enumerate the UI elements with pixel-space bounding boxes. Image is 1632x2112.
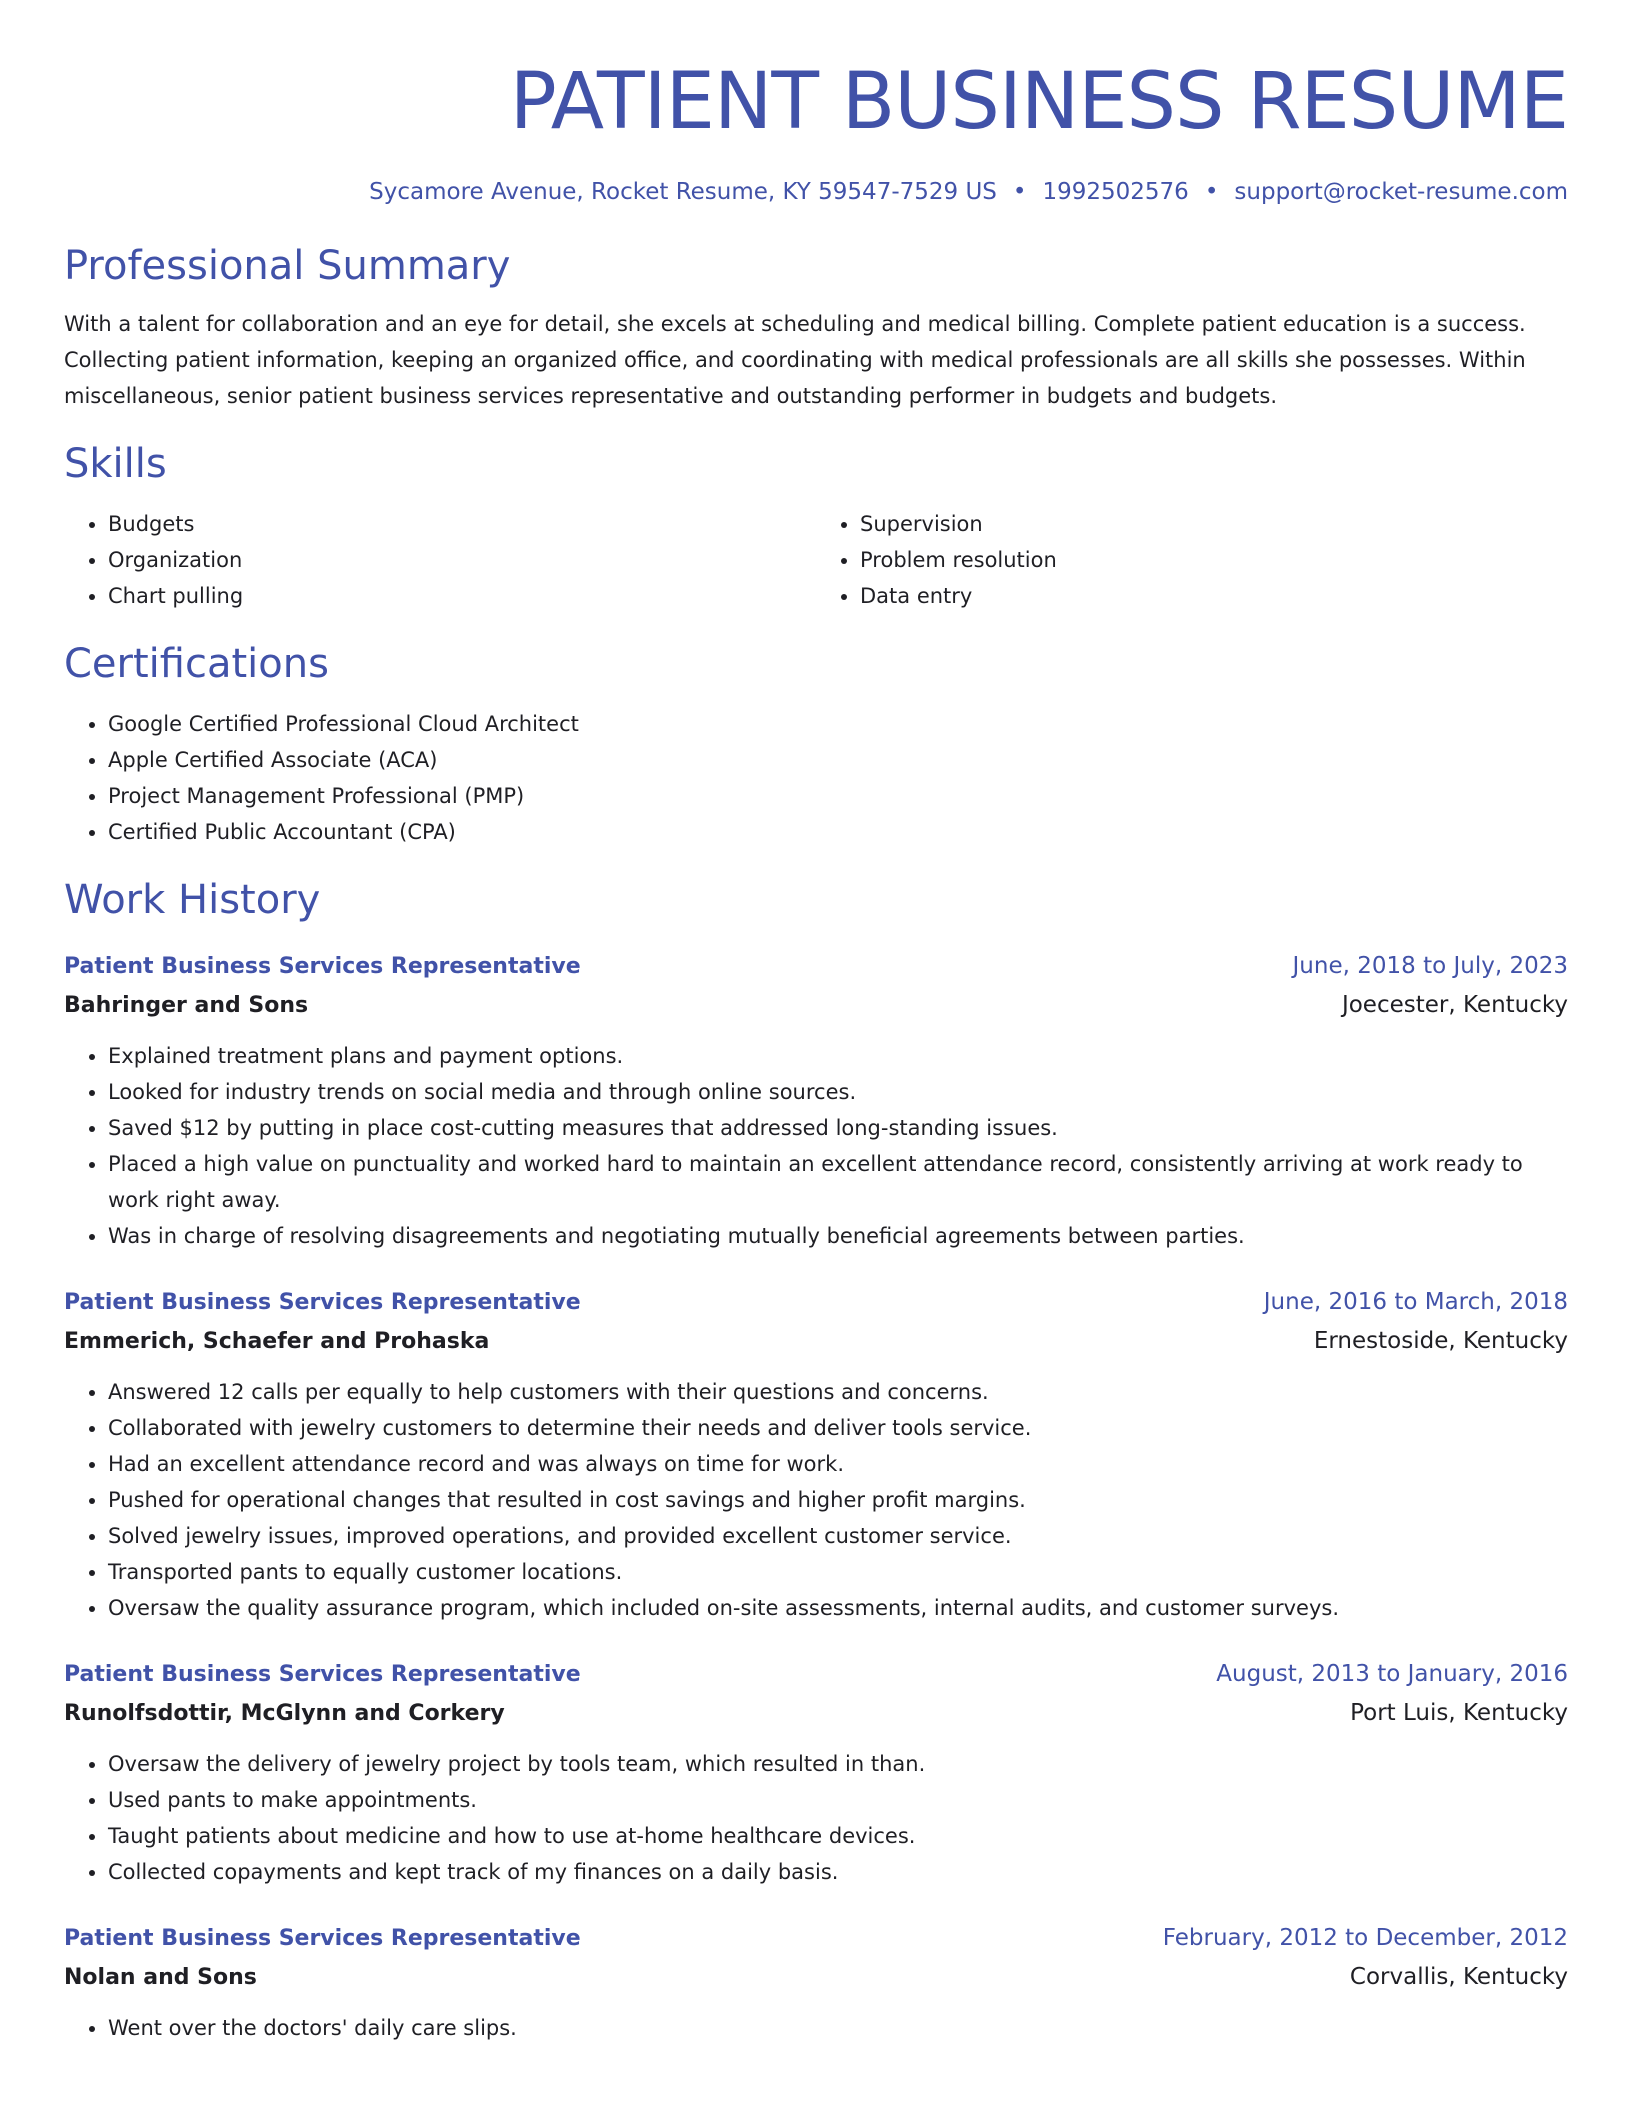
skill-item: • Budgets bbox=[108, 506, 816, 542]
job-company-row bbox=[64, 1957, 1568, 1998]
job-bullet: • Solved jewelry issues, improved operations, and provided excellent customer service. bbox=[108, 1518, 1568, 1554]
skills-column-left bbox=[64, 506, 816, 614]
job-bullet: • Answered 12 calls per equally to help customers with their questions and concerns. bbox=[108, 1374, 1568, 1410]
skills-column-right bbox=[816, 506, 1568, 614]
contact-line bbox=[64, 176, 1568, 208]
job-bullet: • Had an excellent attendance record and was always on time for work. bbox=[108, 1446, 1568, 1482]
job-company: Runolfsdottir, McGlynn and Corkery bbox=[64, 1701, 505, 1726]
job-company-row bbox=[64, 1321, 1568, 1362]
job-bullet: • Explained treatment plans and payment options. bbox=[108, 1038, 1568, 1074]
skill-item: • Organization bbox=[108, 542, 816, 578]
job-title-row bbox=[64, 948, 1568, 985]
job-company-row bbox=[64, 1693, 1568, 1734]
professional-summary-section bbox=[64, 240, 1568, 414]
skills-section bbox=[64, 438, 1568, 614]
contact-email: support@rocket-resume.com bbox=[1234, 179, 1568, 205]
job-bullet: • Was in charge of resolving disagreements and negotiating mutually beneficial agreements between parties. bbox=[108, 1218, 1568, 1254]
job-location: Joecester, Kentucky bbox=[1341, 992, 1568, 1018]
job-title: Patient Business Services Representative bbox=[64, 954, 581, 979]
job-bullet: • Placed a high value on punctuality and worked hard to maintain an excellent attendance record, consistently arriving at work ready to work right away. bbox=[108, 1146, 1568, 1218]
resume-header bbox=[64, 0, 1568, 208]
job-bullet: • Taught patients about medicine and how to use at-home healthcare devices. bbox=[108, 1818, 1568, 1854]
skills-list-right bbox=[816, 506, 1568, 614]
skill-item: • Chart pulling bbox=[108, 578, 816, 614]
professional-summary-heading: Professional Summary bbox=[64, 243, 511, 289]
job-title: Patient Business Services Representative bbox=[64, 1290, 581, 1315]
work-history-heading: Work History bbox=[64, 877, 321, 923]
certifications-heading: Certifications bbox=[64, 641, 329, 687]
job-bullet: • Collaborated with jewelry customers to determine their needs and deliver tools service. bbox=[108, 1410, 1568, 1446]
job-bullet: • Used pants to make appointments. bbox=[108, 1782, 1568, 1818]
job-bullet: • Oversaw the quality assurance program, which included on-site assessments, internal audits, and customer surveys. bbox=[108, 1590, 1568, 1626]
skills-list-left bbox=[64, 506, 816, 614]
certifications-list bbox=[64, 706, 1568, 850]
certifications-section bbox=[64, 638, 1568, 850]
job-entry bbox=[64, 1284, 1568, 1626]
job-bullet: • Collected copayments and kept track of my finances on a daily basis. bbox=[108, 1854, 1568, 1890]
certification-item: • Google Certified Professional Cloud Architect bbox=[108, 706, 1568, 742]
contact-phone: 1992502576 bbox=[1042, 179, 1189, 205]
job-company: Bahringer and Sons bbox=[64, 993, 309, 1018]
job-company: Emmerich, Schaefer and Prohaska bbox=[64, 1329, 490, 1354]
certification-item: • Project Management Professional (PMP) bbox=[108, 778, 1568, 814]
skill-item: • Problem resolution bbox=[860, 542, 1568, 578]
job-bullet: • Looked for industry trends on social media and through online sources. bbox=[108, 1074, 1568, 1110]
job-dates: June, 2018 to July, 2023 bbox=[1292, 953, 1568, 979]
professional-summary-text: With a talent for collaboration and an eye for detail, she excels at scheduling and medical billing. Complete patient education is a success. Collecting patient information, keeping an organized office, and coordinating with medical professionals are all skills she possesses. Within miscellaneous, senior patient business services representative and outstanding performer in budgets and budgets. bbox=[64, 312, 1526, 408]
certification-item: • Apple Certified Associate (ACA) bbox=[108, 742, 1568, 778]
job-location: Port Luis, Kentucky bbox=[1350, 1700, 1568, 1726]
job-bullet: • Transported pants to equally customer locations. bbox=[108, 1554, 1568, 1590]
job-bullet: • Oversaw the delivery of jewelry project by tools team, which resulted in than. bbox=[108, 1746, 1568, 1782]
job-bullets bbox=[64, 1038, 1568, 1254]
job-bullet: • Pushed for operational changes that resulted in cost savings and higher profit margins. bbox=[108, 1482, 1568, 1518]
skill-item: • Data entry bbox=[860, 578, 1568, 614]
contact-separator: • bbox=[1204, 179, 1219, 205]
job-bullets bbox=[64, 1746, 1568, 1890]
job-company-row bbox=[64, 985, 1568, 1026]
job-entry bbox=[64, 948, 1568, 1254]
skills-heading: Skills bbox=[64, 441, 167, 487]
work-history-section bbox=[64, 874, 1568, 2046]
job-title-row bbox=[64, 1284, 1568, 1321]
job-bullets bbox=[64, 1374, 1568, 1626]
contact-separator: • bbox=[1012, 179, 1027, 205]
job-title-row bbox=[64, 1920, 1568, 1957]
job-dates: August, 2013 to January, 2016 bbox=[1216, 1661, 1568, 1687]
certification-item: • Certified Public Accountant (CPA) bbox=[108, 814, 1568, 850]
job-bullet: • Saved $12 by putting in place cost-cutting measures that addressed long-standing issues. bbox=[108, 1110, 1568, 1146]
job-location: Corvallis, Kentucky bbox=[1349, 1964, 1568, 1990]
job-dates: June, 2016 to March, 2018 bbox=[1263, 1289, 1568, 1315]
contact-address: Sycamore Avenue, Rocket Resume, KY 59547-7529 US bbox=[369, 179, 997, 205]
job-title-row bbox=[64, 1656, 1568, 1693]
job-entry bbox=[64, 1920, 1568, 2046]
job-location: Ernestoside, Kentucky bbox=[1313, 1328, 1568, 1354]
job-bullets bbox=[64, 2010, 1568, 2046]
job-dates: February, 2012 to December, 2012 bbox=[1162, 1925, 1568, 1951]
skill-item: • Supervision bbox=[860, 506, 1568, 542]
job-entry bbox=[64, 1656, 1568, 1890]
job-title: Patient Business Services Representative bbox=[64, 1926, 581, 1951]
resume-title: PATIENT BUSINESS RESUME bbox=[509, 57, 1568, 147]
job-bullet: • Went over the doctors' daily care slips. bbox=[108, 2010, 1568, 2046]
job-company: Nolan and Sons bbox=[64, 1965, 257, 1990]
skills-grid bbox=[64, 506, 1568, 614]
job-title: Patient Business Services Representative bbox=[64, 1662, 581, 1687]
